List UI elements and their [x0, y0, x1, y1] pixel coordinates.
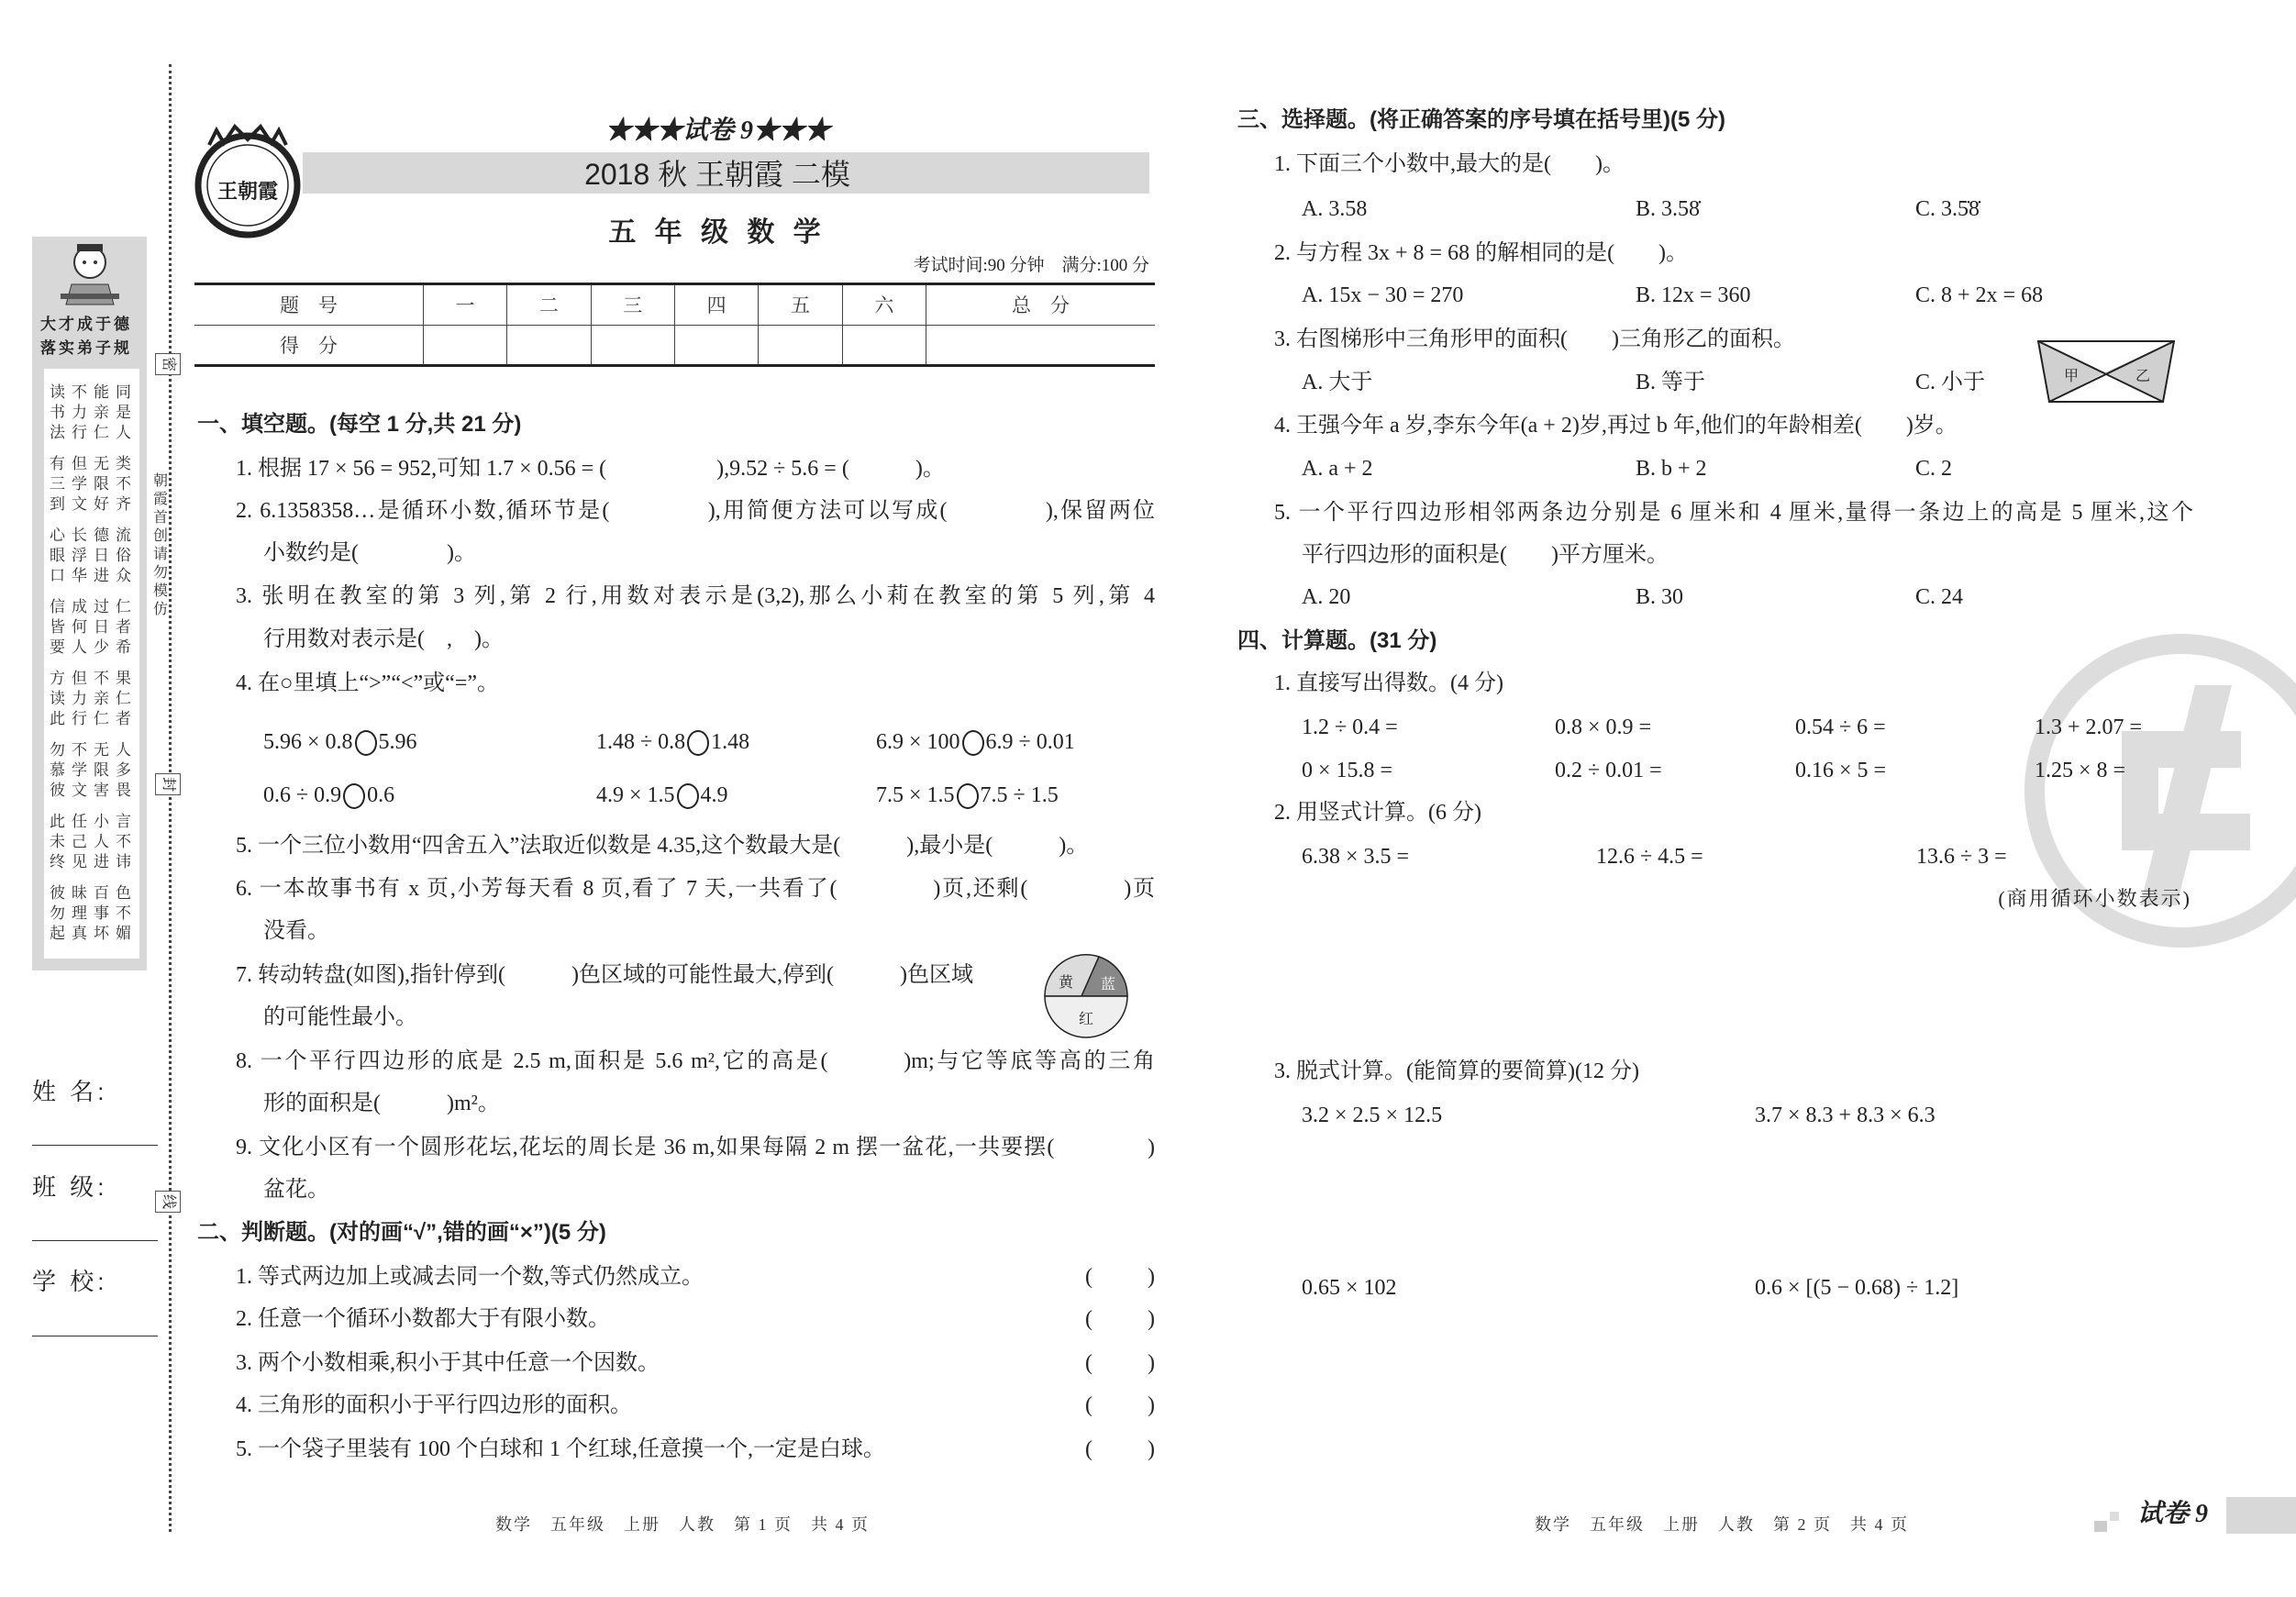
exam-meta: 考试时间:90 分钟 满分:100 分	[913, 256, 1149, 275]
vertical-note: 朝霞首创 请勿模仿	[152, 473, 168, 617]
poem-line: 读不能同	[50, 383, 138, 401]
section-title: 三、选择题。(将正确答案的序号填在括号里)(5 分)	[1237, 107, 1725, 132]
question: 5. 一个平行四边形相邻两条边分别是 6 厘米和 4 厘米,量得一条边上的高是 5 厘米,这个	[1274, 501, 2193, 525]
question: 8. 一个平行四边形的底是 2.5 m,面积是 5.6 m²,它的高是( )m;与它等底等高的三角	[236, 1049, 1155, 1073]
paper-number: ★★★试卷 9★★★	[605, 116, 831, 145]
calc-item: 1.2 ÷ 0.4 =	[1302, 715, 1398, 739]
score-cell[interactable]	[507, 325, 591, 366]
option: C. 小于	[1915, 371, 1986, 394]
calc-item: 0.54 ÷ 6 =	[1795, 715, 1886, 739]
option: A. 20	[1302, 585, 1351, 609]
spinner-label-yellow: 黄	[1059, 975, 1074, 991]
question: 2. 6.1358358…是循环小数,循环节是( ),用简便方法可以写成( ),保留两位	[236, 499, 1155, 523]
calc-item: 0.65 × 102	[1302, 1276, 1397, 1300]
compare-item	[263, 728, 417, 756]
answer-circle[interactable]	[687, 730, 709, 756]
calc-item: 1.25 × 8 =	[2035, 759, 2126, 782]
poem-line: 到文好齐	[50, 495, 138, 513]
option: B. b + 2	[1636, 457, 1707, 481]
question-cont: 形的面积是( )m²。	[263, 1092, 500, 1115]
student-cartoon-icon	[57, 240, 123, 310]
name-label: 姓 名:	[32, 1078, 108, 1105]
calc-item: 0.2 ÷ 0.01 =	[1555, 759, 1662, 782]
table-header: 总 分	[926, 284, 1155, 326]
calc-item: 0.6 × [(5 − 0.68) ÷ 1.2]	[1755, 1276, 1959, 1300]
question-cont: 盆花。	[263, 1178, 329, 1202]
spinner-label-blue: 蓝	[1101, 977, 1116, 993]
exam-title: 2018 秋 王朝霞 二模	[584, 158, 850, 191]
subquestion: 3. 脱式计算。(能简算的要简算)(12 分)	[1274, 1059, 1639, 1083]
poem-line: 法行仁人	[50, 424, 138, 441]
name-field[interactable]	[32, 1145, 158, 1146]
calc-note: (商用循环小数表示)	[1998, 887, 2191, 910]
question: 1. 根据 17 × 56 = 952,可知 1.7 × 0.56 = ( ),9.52 ÷ 5.6 = ( )。	[236, 457, 945, 481]
score-table	[194, 283, 1155, 367]
expr-left: 1.48 ÷ 0.8	[596, 730, 686, 754]
spinner-label-red: 红	[1079, 1012, 1094, 1027]
calc-item: 12.6 ÷ 4.5 =	[1596, 845, 1703, 869]
question-cont: 的可能性最小。	[263, 1005, 417, 1029]
score-cell[interactable]	[423, 325, 506, 366]
option: B. 12x = 360	[1636, 283, 1751, 307]
option: A. 3.58	[1302, 197, 1368, 221]
question: 9. 文化小区有一个圆形花坛,花坛的周长是 36 m,如果每隔 2 m 摆一盆花,一共要摆( )	[236, 1136, 1155, 1159]
option: C. 24	[1915, 585, 1964, 609]
table-header: 二	[507, 284, 591, 326]
option: B. 3.58̇	[1636, 197, 1701, 221]
trapezoid-figure	[2036, 339, 2176, 405]
question-cont: 行用数对表示是( , )。	[263, 627, 504, 651]
judge-item: 4. 三角形的面积小于平行四边形的面积。	[236, 1393, 632, 1417]
answer-parens[interactable]: ( )	[1085, 1351, 1155, 1375]
question: 6. 一本故事书有 x 页,小芳每天看 8 页,看了 7 天,一共看了( )页,还剩( )页	[236, 877, 1155, 901]
table-row	[194, 284, 1155, 326]
expr-right: 0.6	[367, 783, 395, 807]
sidebar-motto: 大才成于德	[40, 316, 132, 333]
option: B. 30	[1636, 585, 1684, 609]
brand-logo	[191, 117, 319, 246]
expr-right: 6.9 ÷ 0.01	[985, 730, 1075, 754]
section-title: 二、判断题。(对的画“√”,错的画“×”)(5 分)	[197, 1220, 606, 1245]
binding-mark: 封	[155, 773, 181, 795]
poem-line: 书力亲是	[50, 404, 138, 421]
answer-parens[interactable]: ( )	[1085, 1393, 1155, 1417]
class-label: 班 级:	[32, 1173, 108, 1201]
answer-parens[interactable]: ( )	[1085, 1265, 1155, 1289]
logo-text: 王朝霞	[216, 180, 279, 204]
compare-item	[876, 728, 1075, 756]
score-cell[interactable]	[674, 325, 758, 366]
poem-line: 未己人不	[50, 833, 138, 850]
question: 3. 张明在教室的第 3 列,第 2 行,用数对表示是(3,2),那么小莉在教室的第 5 列,第 4	[236, 584, 1155, 608]
badge-decoration	[2094, 1521, 2107, 1532]
calc-item: 3.2 × 2.5 × 12.5	[1302, 1103, 1443, 1127]
table-row	[194, 325, 1155, 366]
expr-left: 6.9 × 100	[876, 730, 960, 754]
compare-item	[596, 782, 728, 809]
poem-line: 心长德流	[50, 527, 138, 544]
question-cont: 没看。	[263, 919, 329, 943]
row-label: 得 分	[194, 325, 423, 366]
section-title: 一、填空题。(每空 1 分,共 21 分)	[197, 412, 522, 437]
poem-line: 勿不无人	[50, 741, 138, 759]
calc-item: 1.3 + 2.07 =	[2035, 715, 2143, 739]
poem-line: 有但无类	[50, 455, 138, 472]
expr-right: 7.5 ÷ 1.5	[980, 783, 1059, 807]
calc-item: 0.16 × 5 =	[1795, 759, 1887, 782]
poem-line: 彼昧百色	[50, 884, 138, 902]
answer-parens[interactable]: ( )	[1085, 1307, 1155, 1331]
question: 4. 在○里填上“>”“<”或“=”。	[236, 671, 500, 695]
answer-parens[interactable]: ( )	[1085, 1437, 1155, 1461]
paper-badge: 试卷 9	[2137, 1500, 2209, 1528]
score-cell[interactable]	[842, 325, 926, 366]
judge-item: 5. 一个袋子里装有 100 个白球和 1 个红球,任意摸一个,一定是白球。	[236, 1437, 885, 1461]
poem-line: 彼文害畏	[50, 782, 138, 799]
table-header: 四	[674, 284, 758, 326]
question-cont: 小数约是( )。	[263, 541, 476, 565]
badge-decoration	[2110, 1512, 2119, 1521]
answer-circle[interactable]	[962, 730, 984, 756]
poem-line: 眼浮日俗	[50, 547, 138, 564]
question: 4. 王强今年 a 岁,李东今年(a + 2)岁,再过 b 年,他们的年龄相差( )岁。	[1274, 414, 1958, 438]
question: 1. 下面三个小数中,最大的是( )。	[1274, 152, 1625, 176]
calc-item: 6.38 × 3.5 =	[1302, 845, 1410, 869]
judge-item: 2. 任意一个循环小数都大于有限小数。	[236, 1307, 610, 1331]
poem-line: 皆何日者	[50, 618, 138, 636]
question: 7. 转动转盘(如图),指针停到( )色区域的可能性最大,停到( )色区域	[236, 963, 973, 987]
answer-circle[interactable]	[355, 730, 377, 756]
option: C. 2	[1915, 457, 1953, 481]
answer-circle[interactable]	[343, 783, 365, 809]
table-header: 题 号	[194, 284, 423, 326]
poem-line: 口华进众	[50, 567, 138, 584]
answer-circle[interactable]	[677, 783, 699, 809]
table-header: 一	[423, 284, 506, 326]
table-header: 三	[591, 284, 674, 326]
question-cont: 平行四边形的面积是( )平方厘米。	[1302, 543, 1669, 567]
sidebar-motto: 落实弟子规	[40, 339, 132, 357]
binding-dotted-line	[169, 64, 172, 1532]
binding-mark: 密	[155, 353, 181, 375]
score-cell[interactable]	[926, 325, 1155, 366]
poem-line: 此行仁者	[50, 710, 138, 727]
page-footer: 数学 五年级 上册 人教 第 1 页 共 4 页	[495, 1515, 870, 1534]
section-title: 四、计算题。(31 分)	[1237, 628, 1437, 653]
poem-line: 信成过仁	[50, 598, 138, 616]
expr-left: 7.5 × 1.5	[876, 783, 955, 807]
expr-left: 4.9 × 1.5	[596, 783, 675, 807]
question: 5. 一个三位小数用“四舍五入”法取近似数是 4.35,这个数最大是( ),最小是( )。	[236, 834, 1089, 858]
question: 2. 与方程 3x + 8 = 68 的解相同的是( )。	[1274, 241, 1689, 265]
triangle-label: 甲	[2064, 369, 2080, 384]
expr-left: 5.96 × 0.8	[263, 730, 353, 754]
class-field[interactable]	[32, 1240, 158, 1241]
question: 3. 右图梯形中三角形甲的面积( )三角形乙的面积。	[1274, 327, 1795, 351]
expr-right: 4.9	[700, 783, 728, 807]
poem-line: 方但不果	[50, 670, 138, 687]
poem-line: 读力亲仁	[50, 690, 138, 707]
calc-item: 13.6 ÷ 3 =	[1916, 845, 2007, 869]
poem-line: 终见进讳	[50, 853, 138, 871]
compare-item	[596, 728, 749, 756]
score-cell[interactable]	[591, 325, 674, 366]
expr-left: 0.6 ÷ 0.9	[263, 783, 342, 807]
option: A. 15x − 30 = 270	[1302, 283, 1464, 307]
judge-item: 1. 等式两边加上或减去同一个数,等式仍然成立。	[236, 1265, 704, 1289]
poem-line: 要人少希	[50, 638, 138, 656]
compare-item	[876, 782, 1059, 809]
triangle-label: 乙	[2135, 369, 2151, 384]
subject-title: 五 年 级 数 学	[608, 217, 826, 248]
poem-line: 慕学限多	[50, 761, 138, 779]
expr-right: 5.96	[378, 730, 417, 754]
poem-line: 起真坏媚	[50, 925, 138, 942]
table-header: 五	[759, 284, 842, 326]
binding-mark: 线	[155, 1191, 181, 1213]
judge-item: 3. 两个小数相乘,积小于其中任意一个因数。	[236, 1351, 660, 1375]
page-footer: 数学 五年级 上册 人教 第 2 页 共 4 页	[1535, 1515, 1909, 1534]
expr-right: 1.48	[711, 730, 750, 754]
option: C. 3.5̇8̇	[1915, 197, 1980, 221]
school-label: 学 校:	[32, 1268, 108, 1295]
subquestion: 2. 用竖式计算。(6 分)	[1274, 801, 1481, 825]
answer-circle[interactable]	[957, 783, 979, 809]
calc-item: 3.7 × 8.3 + 8.3 × 6.3	[1755, 1103, 1936, 1127]
option: C. 8 + 2x = 68	[1915, 283, 2044, 307]
subquestion: 1. 直接写出得数。(4 分)	[1274, 671, 1503, 695]
poem-line: 三学限不	[50, 475, 138, 493]
score-cell[interactable]	[759, 325, 842, 366]
spinner-figure	[1042, 952, 1130, 1040]
calc-item: 0 × 15.8 =	[1302, 759, 1393, 782]
option: A. a + 2	[1302, 457, 1373, 481]
badge-bar	[2226, 1497, 2296, 1534]
calc-item: 0.8 × 0.9 =	[1555, 715, 1652, 739]
option: B. 等于	[1636, 371, 1706, 394]
poem-line: 勿理事不	[50, 904, 138, 922]
option: A. 大于	[1302, 371, 1373, 394]
poem-line: 此任小言	[50, 813, 138, 830]
table-header: 六	[842, 284, 926, 326]
compare-item	[263, 782, 394, 809]
